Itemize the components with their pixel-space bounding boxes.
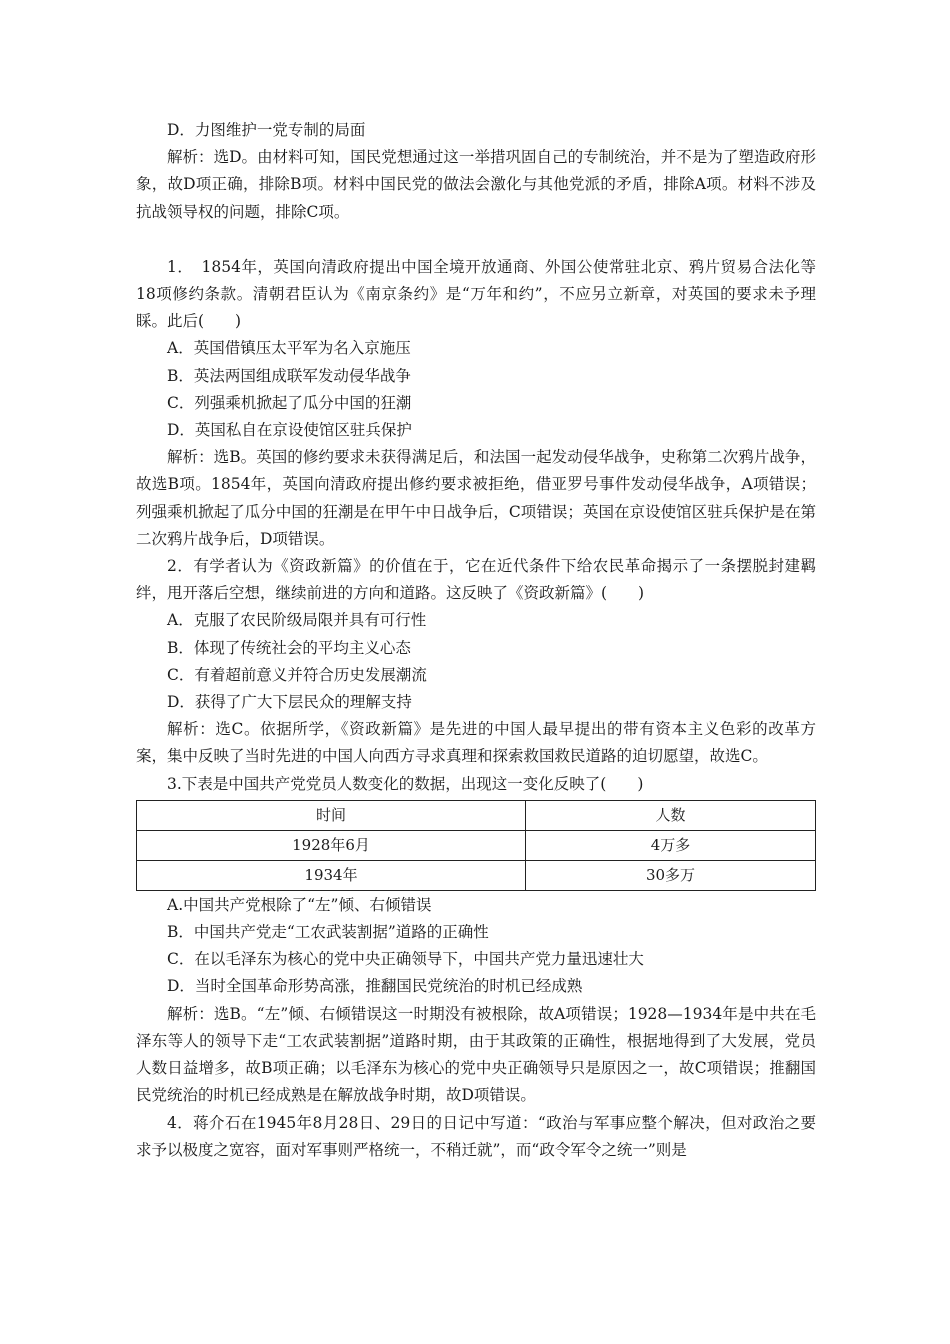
option-c: C．列强乘机掀起了瓜分中国的狂潮 (167, 393, 412, 412)
option-a: A．英国借镇压太平军为名入京施压 (167, 339, 411, 358)
option-b: B．英法两国组成联军发动侵华战争 (167, 366, 411, 385)
table-row (137, 830, 816, 860)
table-cell: 30多万 (526, 860, 816, 890)
option-d: D．获得了广大下层民众的理解支持 (167, 693, 412, 712)
table-row (137, 860, 816, 890)
option-a: A．克服了农民阶级局限并具有可行性 (167, 611, 427, 630)
option-d: D．英国私自在京设使馆区驻兵保护 (167, 421, 412, 440)
question-stem: 3.下表是中国共产党党员人数变化的数据，出现这一变化反映了( ) (167, 774, 644, 793)
question-4 (136, 1110, 816, 1164)
table-header-cell: 人数 (526, 800, 816, 830)
option-c: C．有着超前意义并符合历史发展潮流 (167, 665, 427, 684)
question-analysis: 解析：选B。英国的修约要求未获得满足后，和法国一起发动侵华战争，史称第二次鸦片战争，故选B项。1854年，英国向清政府提出修约要求被拒绝，借亚罗号事件发动侵华战争，A项错误；列强乘机掀起了瓜分中国的狂潮是在甲午中日战争后，C项错误；英国在京设使馆区驻兵保护是在第二次鸦片战争后，D项错误。 (136, 448, 816, 548)
table-header-row (137, 800, 816, 830)
option-a: A.中国共产党根除了“左”倾、右倾错误 (167, 895, 432, 914)
table-cell: 4万多 (526, 830, 816, 860)
question-analysis: 解析：选C。依据所学，《资政新篇》是先进的中国人最早提出的带有资本主义色彩的改革方案，集中反映了当时先进的中国人向西方寻求真理和探索救国救民道路的迫切愿望，故选C。 (136, 720, 816, 766)
question-analysis: 解析：选B。“左”倾、右倾错误这一时期没有被根除，故A项错误；1928—1934年是中共在毛泽东等人的领导下走“工农武装割据”道路时期，由于其政策的正确性，根据地得到了大发展，党员人数日益增多，故B项正确；以毛泽东为核心的党中央正确领导只是原因之一，故C项错误；推翻国民党统治的时机已经成熟是在解放战争时期，故D项错误。 (136, 1004, 816, 1105)
question-1 (136, 254, 816, 553)
question-3 (136, 771, 816, 1110)
section-gap (136, 226, 816, 254)
question-stem: 2．有学者认为《资政新篇》的价值在于，它在近代条件下给农民革命揭示了一条摆脱封建羁绊，甩开落后空想，继续前进的方向和道路。这反映了《资政新篇》( ) (136, 557, 816, 603)
member-count-table (136, 800, 816, 891)
question-stem: 4．蒋介石在1945年8月28日、29日的日记中写道：“政治与军事应整个解决，但对政治之要求予以极度之宽容，面对军事则严格统一，不稍迁就”，而“政令军令之统一”则是 (136, 1113, 816, 1159)
option-b: B．中国共产党走“工农武装割据”道路的正确性 (167, 923, 489, 942)
table-cell: 1928年6月 (137, 830, 526, 860)
question-2 (136, 553, 816, 771)
option-d: D．当时全国革命形势高涨，推翻国民党统治的时机已经成熟 (167, 977, 583, 996)
option-b: B．体现了传统社会的平均主义心态 (167, 638, 411, 657)
table-cell: 1934年 (137, 860, 526, 890)
question-stem: 1． 1854年，英国向清政府提出中国全境开放通商、外国公使常驻北京、鸦片贸易合法化等18项修约条款。清朝君臣认为《南京条约》是“万年和约”，不应另立新章，对英国的要求未予理睬。此后( ) (136, 257, 816, 331)
option-c: C．在以毛泽东为核心的党中央正确领导下，中国共产党力量迅速壮大 (167, 950, 644, 969)
prev-analysis: 解析：选D。由材料可知，国民党想通过这一举措巩固自己的专制统治，并不是为了塑造政府形象，故D项正确，排除B项。材料中国民党的做法会激化与其他党派的矛盾，排除A项。材料不涉及抗战领导权的问题，排除C项。 (136, 148, 816, 221)
page-content (136, 117, 816, 1164)
table-header-cell: 时间 (137, 800, 526, 830)
prev-option-d: D．力图维护一党专制的局面 (167, 121, 366, 139)
